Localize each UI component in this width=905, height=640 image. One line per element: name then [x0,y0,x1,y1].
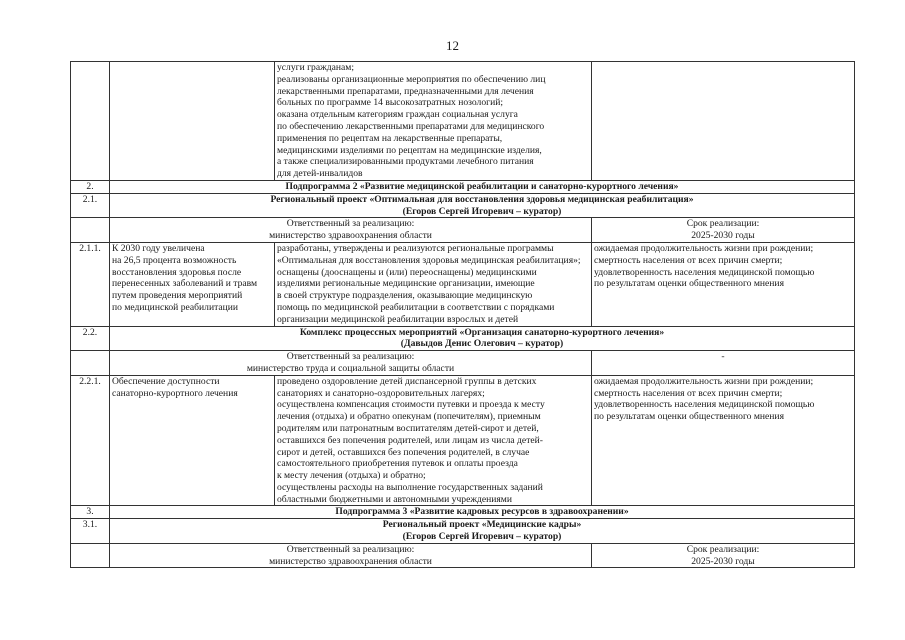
cell-task [110,62,275,181]
period-value: - [721,351,725,363]
period-cell [592,543,855,568]
cell-num [71,351,110,376]
section-title: Подпрограмма 2 «Развитие медицинской реабилитации и санаторно-курортного лечения» [110,180,855,193]
responsible-value: министерство здравоохранения области [269,555,432,567]
responsible-value: министерство здравоохранения области [269,230,432,242]
period-value: 2025-2030 годы [691,555,755,567]
task-description: Обеспечение доступности санаторно-курортного лечения [110,375,275,506]
responsible-label: Ответственный за реализацию: [286,218,415,230]
task-indicators: ожидаемая продолжительность жизни при рождении; смертность населения от всех причин смерти; удовлетворенность населения медицинской помощью по результатам оценки общественного мнения [592,242,855,326]
table-row-task-2-2-1 [71,375,855,506]
task-description: К 2030 году увеличена на 26,5 процента возможность восстановления здоровья после перенесенных заболеваний и травм путем проведения мероприятий по медицинской реабилитации [110,242,275,326]
section-number: 2. [71,180,110,193]
result-line: по обеспечению лекарственными препаратами для медицинского [277,120,545,132]
result-line: медицинскими изделиями по рецептам на медицинские изделия, [277,144,542,156]
cell-indicators [592,62,855,181]
table-row-complex-2-2 [71,326,855,351]
project-name: Региональный проект «Медицинские кадры» [382,519,582,531]
complex-name: Комплекс процессных мероприятий «Организация санаторно-курортного лечения» [299,326,665,338]
task-results: разработаны, утверждены и реализуются региональные программы «Оптимальная для восстановления здоровья медицинская реабилитация»; оснащены (дооснащены и (или) переоснащены) медицинскими изделиями региональные медицинские организации, имеющие в своей структуре подразделения, оказывающие медицинскую помощь по медицинской реабилитации в соответствии с порядками организации медицинской реабилитации взрослых и детей [275,242,592,326]
section-title [110,326,855,351]
responsible-label: Ответственный за реализацию: [286,543,415,555]
task-number: 2.1.1. [71,242,110,326]
result-line: лекарственными препаратами, предназначенными для лечения [277,85,534,97]
period-cell [592,218,855,243]
responsible-cell [110,543,592,568]
period-label: Срок реализации: [686,218,760,230]
result-line: для детей-инвалидов [277,168,363,180]
section-title [110,193,855,218]
table-row-responsible-2-1 [71,218,855,243]
result-line: услуги гражданам; [277,62,354,73]
period-label: Срок реализации: [686,543,760,555]
table-row-task-2-1-1 [71,242,855,326]
task-results: проведено оздоровление детей диспансерной группы в детских санаториях и санаторно-оздоровительных лагерях; осуществлена компенсация стоимости путевки и проезда к месту лечения (отдыха) и обратно опекунам (попечителям), приемным родителям или патронатным воспитателям детей-сирот и детей, оставшихся без попечения родителей, или лицам из числа детей- сирот и детей, оставшихся без попечения родителей, в случае самостоятельного приобретения путевок и оплаты проезда к месту лечения (отдыха) и обратно; осуществлены расходы на выполнение государственных заданий областными бюджетными и автономными учреждениями [275,375,592,506]
section-title: Подпрограмма 3 «Развитие кадровых ресурсов в здравоохранении» [110,506,855,519]
complex-curator: (Давыдов Денис Олегович – куратор) [400,338,564,350]
result-line: оказана отдельным категориям граждан социальная услуга [277,109,518,121]
result-line: реализованы организационные мероприятия по обеспечению лиц [277,73,546,85]
table-row-responsible-3-1 [71,543,855,568]
section-title [110,519,855,544]
cell-num [71,218,110,243]
table-row-responsible-2-2 [71,351,855,376]
period-value: 2025-2030 годы [691,230,755,242]
task-number: 2.2.1. [71,375,110,506]
project-curator: (Егоров Сергей Игоревич – куратор) [402,531,562,543]
section-number: 3. [71,506,110,519]
project-name: Региональный проект «Оптимальная для восстановления здоровья медицинская реабилитация» [270,193,694,205]
table-row-continuation [71,62,855,181]
result-line: больных по программе 14 высокозатратных нозологий; [277,97,504,109]
table-row-subprogram-3 [71,506,855,519]
responsible-value: министерство труда и социальной защиты области [246,362,455,374]
section-number: 3.1. [71,519,110,544]
table-row-subprogram-2 [71,180,855,193]
responsible-cell [110,218,592,243]
table-row-project-3-1 [71,519,855,544]
result-line: а также специализированными продуктами лечебного питания [277,156,534,168]
project-curator: (Егоров Сергей Игоревич – куратор) [402,205,562,217]
responsible-label: Ответственный за реализацию: [286,351,415,363]
table-row-project-2-1 [71,193,855,218]
cell-num [71,62,110,181]
responsible-cell [110,351,592,376]
cell-num [71,543,110,568]
program-structure-table [70,61,855,568]
period-cell [592,351,855,376]
section-number: 2.2. [71,326,110,351]
page-number: 12 [446,38,459,53]
section-number: 2.1. [71,193,110,218]
result-line: применения по рецептам на лекарственные препараты, [277,132,503,144]
task-indicators: ожидаемая продолжительность жизни при рождении; смертность населения от всех причин смерти; удовлетворенность населения медицинской помощью по результатам оценки общественного мнения [592,375,855,506]
cell-results [275,62,592,181]
